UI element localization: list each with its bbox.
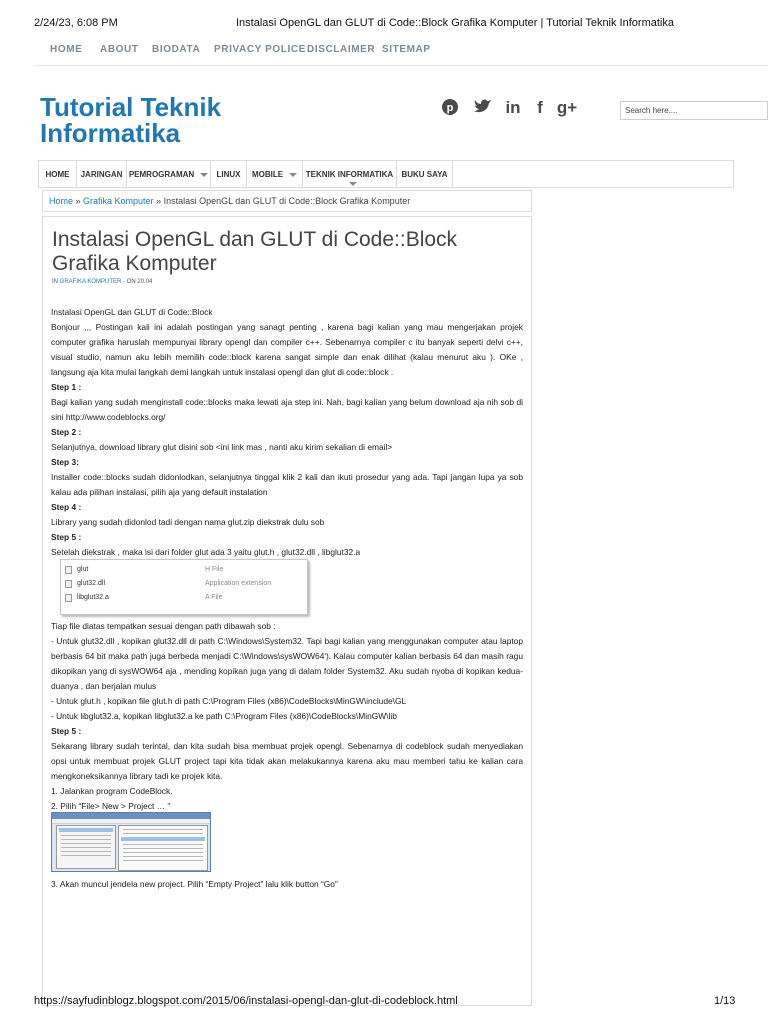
top-nav-home[interactable]: HOME [50, 44, 83, 55]
chevron-down-icon [200, 173, 208, 177]
svg-text:p: p [446, 102, 454, 114]
file-row [65, 578, 305, 591]
step-3-label: Step 3: [51, 457, 79, 467]
main-nav-home[interactable] [39, 161, 77, 187]
window-menubar [52, 819, 210, 824]
step-4-text: Library yang sudah didonlod tadi dengan nama glut.zip diekstrak dulu sob [51, 517, 325, 527]
file-row [65, 564, 305, 577]
search-input[interactable]: Search here.... [620, 101, 768, 120]
site-brand[interactable] [40, 94, 221, 146]
print-url: https://sayfudinblogz.blogspot.com/2015/06/instalasi-opengl-dan-glut-di-codeblock.html [34, 995, 458, 1007]
main-nav-label: PEMROGRAMAN [128, 170, 195, 179]
top-nav-privacy-police[interactable]: PRIVACY POLICE [214, 44, 306, 55]
print-page-number: 1/13 [714, 995, 736, 1007]
chevron-down-icon [289, 173, 297, 177]
intro-paragraph: Bonjour ,,, Postingan kali ini adalah postingan yang sanagt penting , karena bagi kalian yang mau mengerjakan projek computer grafika haruslah mempunyai library opengl dan compiler c++. Sebenarnya compiler c itu banyak seperti delvi c++, visual studio, namun aku lebih memilih code::block karena sangat simple dan enak dilihat (kalau menurut aku ). OKe , langsung aja kita mulai langkah demi langkah untuk instalasi opengl dan glut di code::block . [51, 322, 523, 377]
top-nav-about[interactable]: ABOUT [100, 44, 139, 55]
main-nav-label: TEKNIK INFORMATIKA [305, 170, 394, 179]
post-meta [52, 279, 152, 285]
file-icon [65, 566, 72, 574]
file-row [65, 592, 305, 605]
main-nav-label: BUKU SAYA [401, 170, 448, 179]
step-5b-label: Step 5 : [51, 726, 82, 736]
file-menu [56, 825, 116, 869]
linkedin-icon[interactable]: in [505, 98, 521, 117]
intro-title: Instalasi OpenGL dan GLUT di Code::Block [51, 307, 213, 317]
pinterest-icon[interactable] [440, 98, 460, 118]
main-nav [38, 160, 734, 188]
breadcrumb-category-link[interactable]: Grafika Komputer [83, 196, 154, 206]
step-5-text: Setelah diekstrak , maka isi dari folder glut ada 3 yaitu glut.h , glut32.dll , libglut32.a [51, 547, 361, 557]
main-nav-mobile[interactable] [247, 161, 303, 187]
chevron-down-icon [349, 182, 357, 186]
list-item-2: 2. Pilih “File> New > Project … ” [51, 801, 171, 811]
file-name: libglut32.a [77, 594, 109, 601]
file-icon [65, 580, 72, 588]
breadcrumb-separator: » [73, 196, 84, 206]
breadcrumb [42, 190, 532, 212]
file-type: A File [205, 594, 223, 601]
file-list-image [60, 559, 308, 615]
step-5-label: Step 5 : [51, 532, 82, 542]
post-title-line-2: Grafika Komputer [52, 252, 217, 275]
print-header [0, 0, 768, 30]
step-3-text: Installer code::blocks sudah didonlodkan, selanjutnya tinggal klik 2 kali dan ikuti prosedur yang ada. Tapi jangan lupa ya sob kalau ada pilihan instalasi, pilih aja yang default instalation [51, 472, 523, 497]
post-title-line-1: Instalasi OpenGL dan GLUT di Code::Block [52, 228, 458, 251]
meta-in-label: IN [52, 279, 60, 285]
file-name: glut32.dll [77, 580, 106, 587]
twitter-icon[interactable] [472, 98, 494, 118]
path-intro: Tiap file diatas tempatkan sesuai dengan path dibawah sob : [51, 621, 276, 631]
main-nav-pemrograman[interactable] [127, 161, 211, 187]
main-nav-label: MOBILE [251, 170, 284, 179]
post-title [52, 228, 522, 276]
meta-date: - ON 20.04 [121, 279, 153, 285]
step-1-label: Step 1 : [51, 382, 82, 392]
main-nav-jaringan[interactable] [77, 161, 127, 187]
main-nav-label: LINUX [216, 170, 241, 179]
main-nav-teknik-informatika[interactable] [303, 161, 397, 187]
step-2-label: Step 2 : [51, 427, 82, 437]
facebook-icon[interactable]: f [537, 98, 543, 117]
top-nav-sitemap[interactable]: SITEMAP [382, 44, 431, 55]
list-item-3: 3. Akan muncul jendela new project. Pilih “Empty Project” lalu klik button “Go” [51, 879, 338, 889]
print-date: 2/24/23, 6:08 PM [34, 17, 118, 29]
step-4-label: Step 4 : [51, 502, 82, 512]
top-nav-disclaimer[interactable]: DISCLAIMER [307, 44, 376, 55]
main-nav-label: HOME [45, 170, 70, 179]
step-1-text: Bagi kalian yang sudah menginstall code::blocks maka lewati aja step ini. Nah, bagi kalian yang belum download aja nih sob di sini http://www.codeblocks.org/ [51, 397, 523, 422]
file-name: glut [77, 566, 89, 573]
brand-line-2: Informatika [40, 118, 181, 148]
file-type: H File [205, 566, 224, 573]
breadcrumb-separator: » [153, 196, 164, 206]
codeblocks-menu-image [51, 812, 211, 872]
path-1-text: - Untuk glut32.dll , kopikan glut32.dll di path C:\Windows\System32. Tapi bagi kalian yang menggunakan computer atau laptop berbasis 64 bit maka path juga berbeda menjadi C:\Windows\sysWOW64'). Kalau computer kalian berbasis 64 dan masih ragu dikopikan yang di sysWOW64 aja , mending kopikan juga yang di dalam folder System32. Aku sudah nyoba di kopikan kedua-duanya , dan berjalan mulus [51, 636, 523, 691]
path-2-text: - Untuk glut.h , kopikan file glut.h di path C:\Program Files (x86)\CodeBlocks\MinGW\include\GL [51, 696, 407, 706]
top-nav-biodata[interactable]: BIODATA [152, 44, 201, 55]
main-nav-linux[interactable] [211, 161, 247, 187]
meta-category-link[interactable]: GRAFIKA KOMPUTER [59, 279, 122, 285]
step-5b-text: Sekarang library sudah terintal, dan kita sudah bisa membuat projek opengl. Sebenarnya di codeblock sudah menyediakan opsi untuk membuat projek GLUT project tapi kita tidak akan melakukannya karena aku mau memberi tahu ke kalian cara mengkoneksikannya library tadi ke projek kita. [51, 741, 523, 781]
path-3-text: - Untuk libglut32.a, kopikan libglut32.a ke path C:\Program Files (x86)\CodeBlocks\MinGW\lib [51, 711, 397, 721]
file-icon [65, 594, 72, 602]
new-submenu [118, 825, 208, 871]
main-nav-buku-saya[interactable] [397, 161, 453, 187]
top-nav [34, 36, 768, 66]
breadcrumb-current: Instalasi OpenGL dan GLUT di Code::Block Grafika Komputer [163, 196, 411, 206]
list-item-1: 1. Jalankan program CodeBlock. [51, 786, 173, 796]
brand-line-1: Tutorial Teknik [40, 92, 222, 122]
main-nav-label: JARINGAN [80, 170, 123, 179]
file-type: Application extension [205, 580, 272, 587]
print-doc-title: Instalasi OpenGL dan GLUT di Code::Block Grafika Komputer | Tutorial Teknik Informatika [236, 17, 674, 29]
google-plus-icon[interactable]: g+ [556, 98, 578, 117]
step-2-text: Selanjutnya, download library glut disini sob <ini link mas , nanti aku kirim sekalian di email> [51, 442, 393, 452]
breadcrumb-home-link[interactable]: Home [49, 196, 74, 206]
